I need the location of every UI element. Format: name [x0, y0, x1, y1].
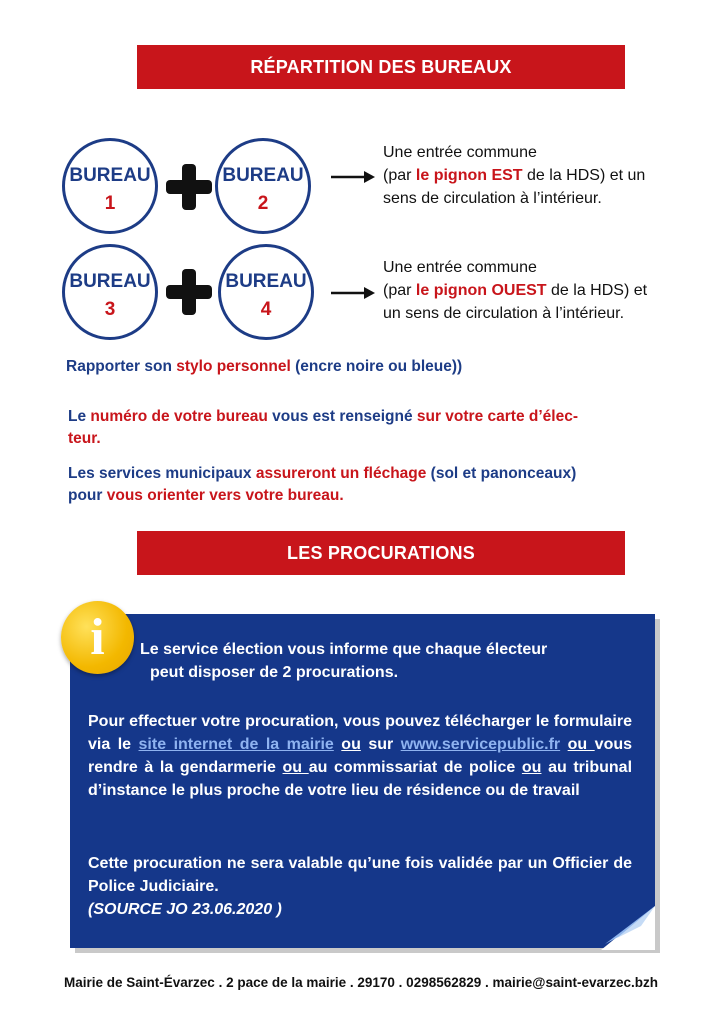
bureau-3-4-description: [383, 256, 703, 325]
description-line: (par le pignon EST de la HDS) et un: [383, 167, 646, 184]
numero-bureau-note: Le numéro de votre bureau vous est renseigné sur votre carte d’élec- teur.: [68, 408, 578, 447]
pignon-highlight: le pignon EST: [415, 167, 523, 184]
info-paragraph-2: Pour effectuer votre procuration, vous pouvez télécharger le formulaire via le site internet de la mairie ou sur www.servicepublic.fr ou vous rendre à la gendarmerie ou au commissariat de police ou au tribunal d’instance le plus proche de votre lieu de résidence ou de travail: [88, 713, 633, 799]
description-line: un sens de circulation à l’intérieur.: [383, 305, 625, 322]
procurations-info-box: [70, 614, 655, 948]
section-title-banner: [137, 45, 625, 89]
arrow-right-icon: [330, 285, 376, 301]
section-title: LES PROCURATIONS: [287, 542, 475, 563]
info-paragraph-3: Cette procuration ne sera valable qu’une fois validée par un Officier de Police Judiciaire.: [88, 855, 632, 895]
description-line: Une entrée commune: [383, 259, 537, 276]
bureau-label: BUREAU: [225, 271, 307, 292]
bureau-number: 2: [257, 193, 269, 214]
section-title: RÉPARTITION DES BUREAUX: [250, 56, 512, 77]
bureau-2-circle: [215, 138, 311, 234]
bureau-number: 3: [104, 299, 116, 320]
bureau-label: BUREAU: [222, 165, 304, 186]
page-curl-icon: [597, 898, 657, 950]
info-paragraph-1: Le service élection vous informe que chaque électeur peut disposer de 2 procurations.: [140, 641, 548, 681]
info-source: (SOURCE JO 23.06.2020 ): [88, 901, 282, 918]
servicepublic-link[interactable]: www.servicepublic.fr: [400, 736, 561, 753]
description-line: sens de circulation à l’intérieur.: [383, 190, 602, 207]
arrow-right-icon: [330, 169, 376, 185]
stylo-note: Rapporter son stylo personnel (encre noire ou bleue)): [66, 358, 463, 375]
services-note: Les services municipaux assureront un fléchage (sol et panonceaux) pour vous orienter vers votre bureau.: [68, 465, 577, 504]
mairie-website-link[interactable]: site internet de la mairie: [138, 736, 334, 753]
bureau-label: BUREAU: [69, 271, 151, 292]
info-icon: i: [61, 601, 134, 674]
bureau-1-2-description: [383, 141, 703, 210]
bureau-3-circle: [62, 244, 158, 340]
bureau-label: BUREAU: [69, 165, 151, 186]
plus-icon: [166, 164, 212, 210]
bureau-1-circle: [62, 138, 158, 234]
bureau-number: 4: [260, 299, 272, 320]
section-title-banner: [137, 531, 625, 575]
bureau-4-circle: [218, 244, 314, 340]
description-line: (par le pignon OUEST de la HDS) et: [383, 282, 648, 299]
pignon-highlight: le pignon OUEST: [415, 282, 547, 299]
plus-icon: [166, 269, 212, 315]
footer-contact: Mairie de Saint-Évarzec . 2 pace de la mairie . 29170 . 0298562829 . mairie@saint-evarzec.bzh: [64, 975, 658, 990]
bureau-number: 1: [104, 193, 116, 214]
description-line: Une entrée commune: [383, 144, 537, 161]
